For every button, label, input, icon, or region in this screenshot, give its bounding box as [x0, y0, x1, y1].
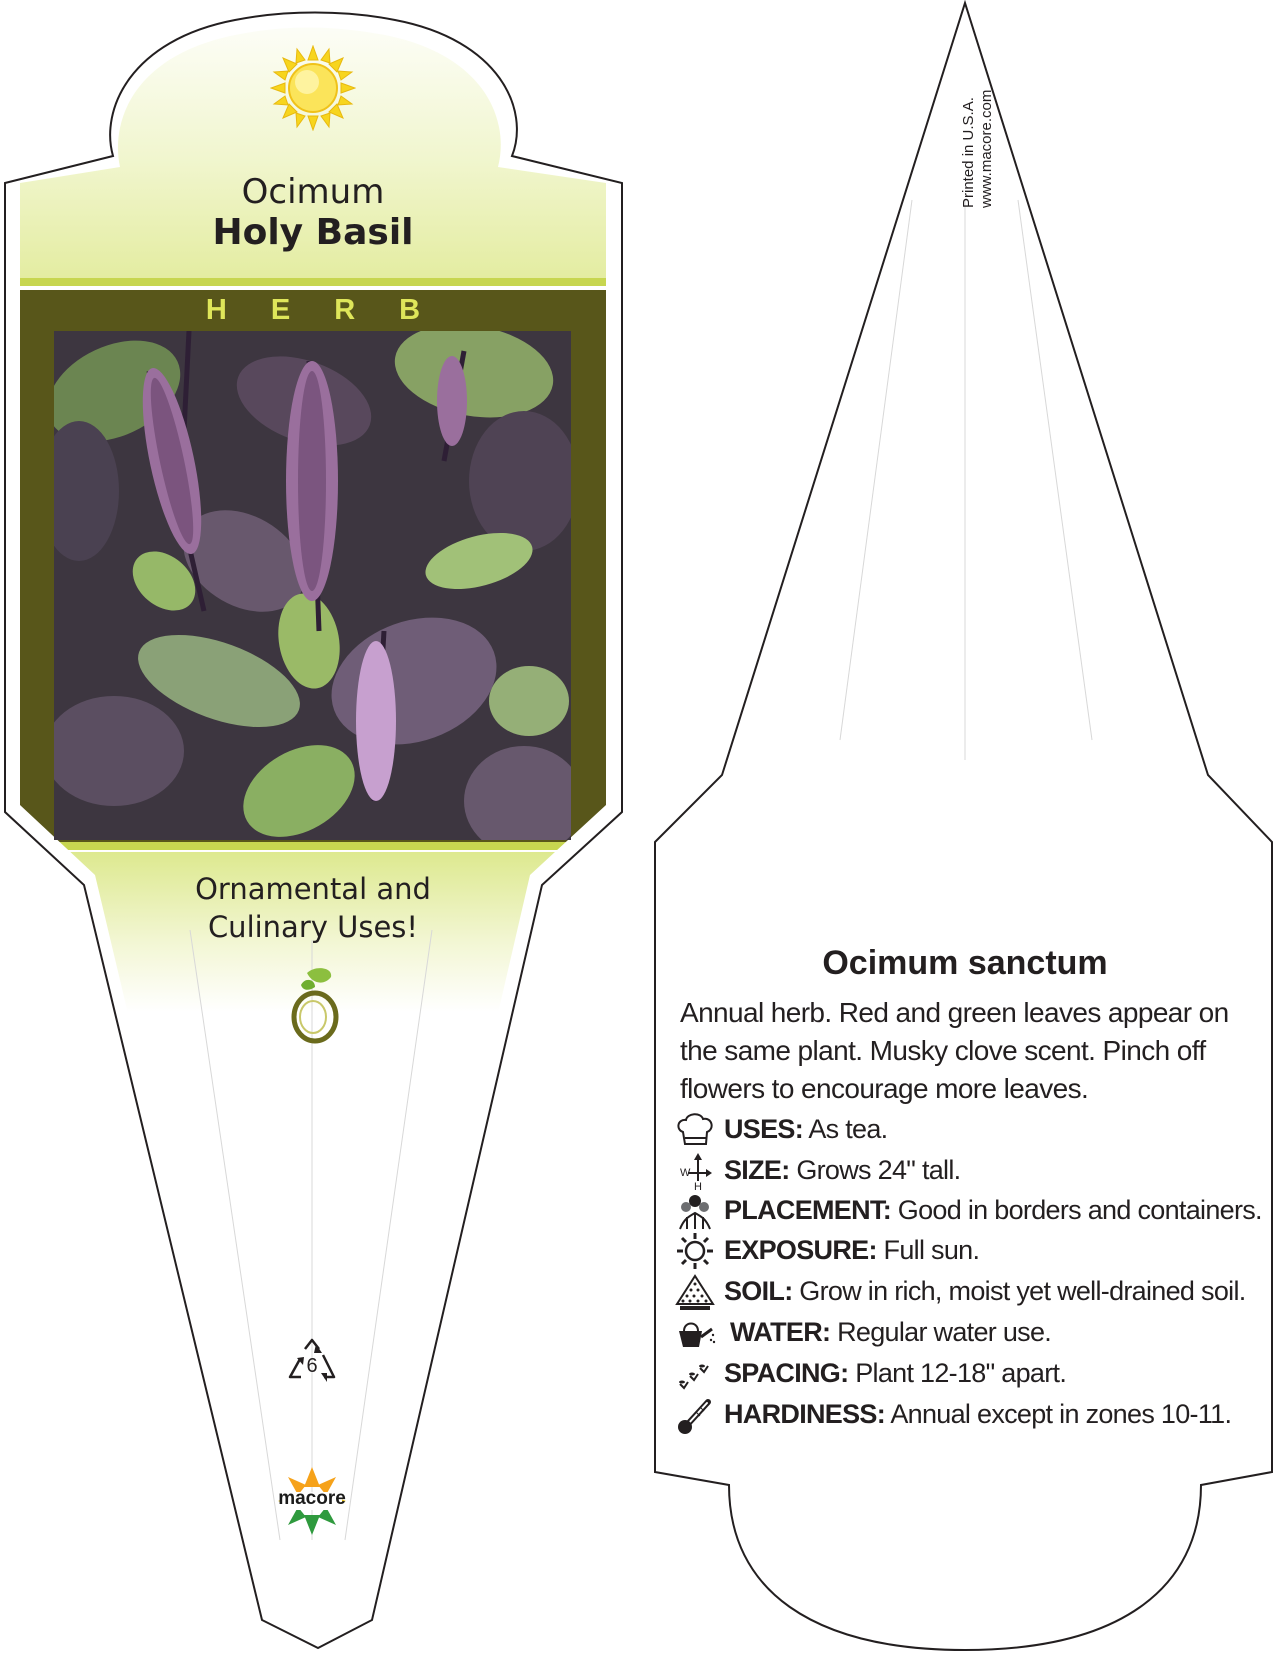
printed-in-text: Printed in U.S.A.: [960, 97, 977, 208]
attribute-value: Annual except in zones 10-11.: [885, 1399, 1232, 1429]
attribute-value: Good in borders and containers.: [891, 1195, 1262, 1225]
svg-text:W: W: [680, 1167, 690, 1179]
attribute-spacing: [674, 1354, 1274, 1394]
attribute-label: SPACING:: [724, 1358, 849, 1388]
attribute-value: Full sun.: [876, 1235, 980, 1265]
category-label: HERB: [205, 294, 465, 326]
seedlings-spacing-icon: [674, 1354, 716, 1394]
botanical-name: Ocimum sanctum: [822, 944, 1108, 982]
printed-info: [960, 50, 995, 220]
sun-exposure-icon: [674, 1231, 716, 1271]
attribute-label: PLACEMENT:: [724, 1195, 891, 1225]
attribute-value: Regular water use.: [830, 1317, 1052, 1347]
attribute-uses: [674, 1110, 1274, 1150]
plant-description: Annual herb. Red and green leaves appear on the same plant. Musky clove scent. Pinch off flowers to encourage more leaves.: [680, 997, 1229, 1104]
attribute-label: USES:: [724, 1114, 804, 1144]
attribute-label: WATER:: [730, 1317, 831, 1347]
common-name: Holy Basil: [212, 212, 414, 253]
thermometer-icon: [674, 1395, 716, 1435]
attribute-value: Plant 12-18" apart.: [848, 1358, 1067, 1388]
tagline-line-2: Culinary Uses!: [207, 910, 419, 944]
svg-text:H: H: [694, 1181, 702, 1191]
attribute-hardiness: [674, 1395, 1274, 1435]
recycle-number: 6: [306, 1355, 318, 1377]
attribute-label: EXPOSURE:: [724, 1235, 877, 1265]
attribute-size: [674, 1151, 1274, 1191]
size-icon: [674, 1151, 716, 1191]
attribute-label: SIZE:: [724, 1155, 790, 1185]
chef-hat-icon: [674, 1110, 716, 1150]
brand-name: macore: [278, 1488, 346, 1509]
tagline-line-1: Ornamental and: [195, 872, 431, 906]
soil-pile-icon: [674, 1272, 716, 1312]
attribute-value: Grows 24" tall.: [789, 1155, 961, 1185]
attribute-label: SOIL:: [724, 1276, 793, 1306]
website-text: www.macore.com: [978, 89, 995, 208]
attribute-exposure: [674, 1231, 1274, 1271]
attribute-value: As tea.: [803, 1114, 888, 1144]
attribute-value: Grow in rich, moist yet well-drained soil.: [792, 1276, 1246, 1306]
attribute-placement: [674, 1191, 1274, 1231]
attribute-soil: [674, 1272, 1274, 1312]
attribute-label: HARDINESS:: [724, 1399, 886, 1429]
watering-can-icon: [674, 1313, 716, 1353]
attribute-water: [674, 1313, 1274, 1353]
genus-name: Ocimum: [241, 172, 385, 212]
placement-flowers-icon: [674, 1191, 716, 1231]
